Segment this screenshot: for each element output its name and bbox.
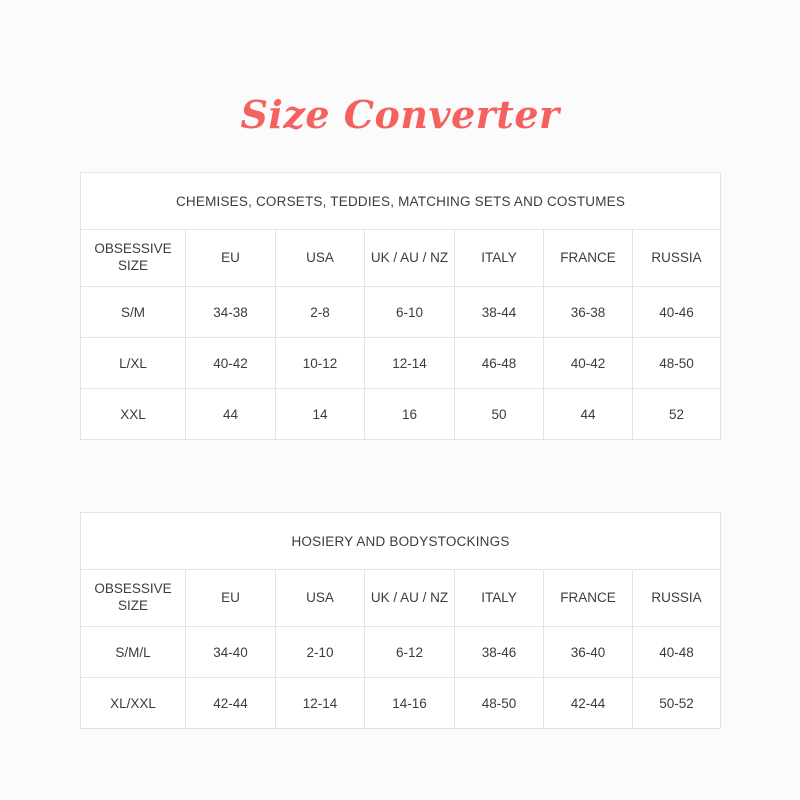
column-header-france: FRANCE [544, 230, 633, 287]
table-caption-row [81, 513, 721, 570]
cell-eu: 40-42 [186, 338, 276, 389]
row-label: S/M [81, 287, 186, 338]
column-header-uk-au-nz: UK / AU / NZ [365, 570, 455, 627]
cell-usa: 14 [276, 389, 365, 440]
table-row [81, 287, 721, 338]
cell-uk-au-nz: 16 [365, 389, 455, 440]
column-header-eu: EU [186, 570, 276, 627]
cell-usa: 2-8 [276, 287, 365, 338]
cell-france: 44 [544, 389, 633, 440]
table-header-row [81, 570, 721, 627]
cell-eu: 34-38 [186, 287, 276, 338]
column-header-italy: ITALY [455, 570, 544, 627]
size-table [80, 172, 721, 440]
table-row [81, 389, 721, 440]
cell-italy: 50 [455, 389, 544, 440]
cell-usa: 10-12 [276, 338, 365, 389]
cell-russia: 50-52 [633, 678, 721, 729]
cell-usa: 12-14 [276, 678, 365, 729]
cell-france: 40-42 [544, 338, 633, 389]
cell-france: 36-38 [544, 287, 633, 338]
column-header-russia: RUSSIA [633, 570, 721, 627]
cell-eu: 34-40 [186, 627, 276, 678]
table-caption: HOSIERY AND BODYSTOCKINGS [81, 513, 721, 570]
column-header-obsessive-size: OBSESSIVE SIZE [81, 570, 186, 627]
cell-eu: 44 [186, 389, 276, 440]
cell-uk-au-nz: 14-16 [365, 678, 455, 729]
cell-italy: 38-44 [455, 287, 544, 338]
cell-italy: 46-48 [455, 338, 544, 389]
row-label: XXL [81, 389, 186, 440]
cell-russia: 52 [633, 389, 721, 440]
cell-uk-au-nz: 6-12 [365, 627, 455, 678]
row-label: L/XL [81, 338, 186, 389]
table-row [81, 627, 721, 678]
size-chart-hosiery [80, 512, 720, 729]
cell-uk-au-nz: 12-14 [365, 338, 455, 389]
row-label: XL/XXL [81, 678, 186, 729]
table-caption-row [81, 173, 721, 230]
column-header-russia: RUSSIA [633, 230, 721, 287]
cell-france: 42-44 [544, 678, 633, 729]
row-label: S/M/L [81, 627, 186, 678]
column-header-uk-au-nz: UK / AU / NZ [365, 230, 455, 287]
column-header-italy: ITALY [455, 230, 544, 287]
column-header-obsessive-size: OBSESSIVE SIZE [81, 230, 186, 287]
cell-italy: 38-46 [455, 627, 544, 678]
table-caption: CHEMISES, CORSETS, TEDDIES, MATCHING SETS AND COSTUMES [81, 173, 721, 230]
column-header-usa: USA [276, 570, 365, 627]
cell-france: 36-40 [544, 627, 633, 678]
cell-russia: 40-46 [633, 287, 721, 338]
cell-russia: 48-50 [633, 338, 721, 389]
cell-eu: 42-44 [186, 678, 276, 729]
column-header-france: FRANCE [544, 570, 633, 627]
cell-usa: 2-10 [276, 627, 365, 678]
page-title: Size Converter [240, 92, 560, 137]
cell-italy: 48-50 [455, 678, 544, 729]
column-header-eu: EU [186, 230, 276, 287]
cell-uk-au-nz: 6-10 [365, 287, 455, 338]
size-chart-apparel [80, 172, 720, 440]
size-table [80, 512, 721, 729]
table-row [81, 678, 721, 729]
cell-russia: 40-48 [633, 627, 721, 678]
column-header-usa: USA [276, 230, 365, 287]
table-header-row [81, 230, 721, 287]
table-row [81, 338, 721, 389]
